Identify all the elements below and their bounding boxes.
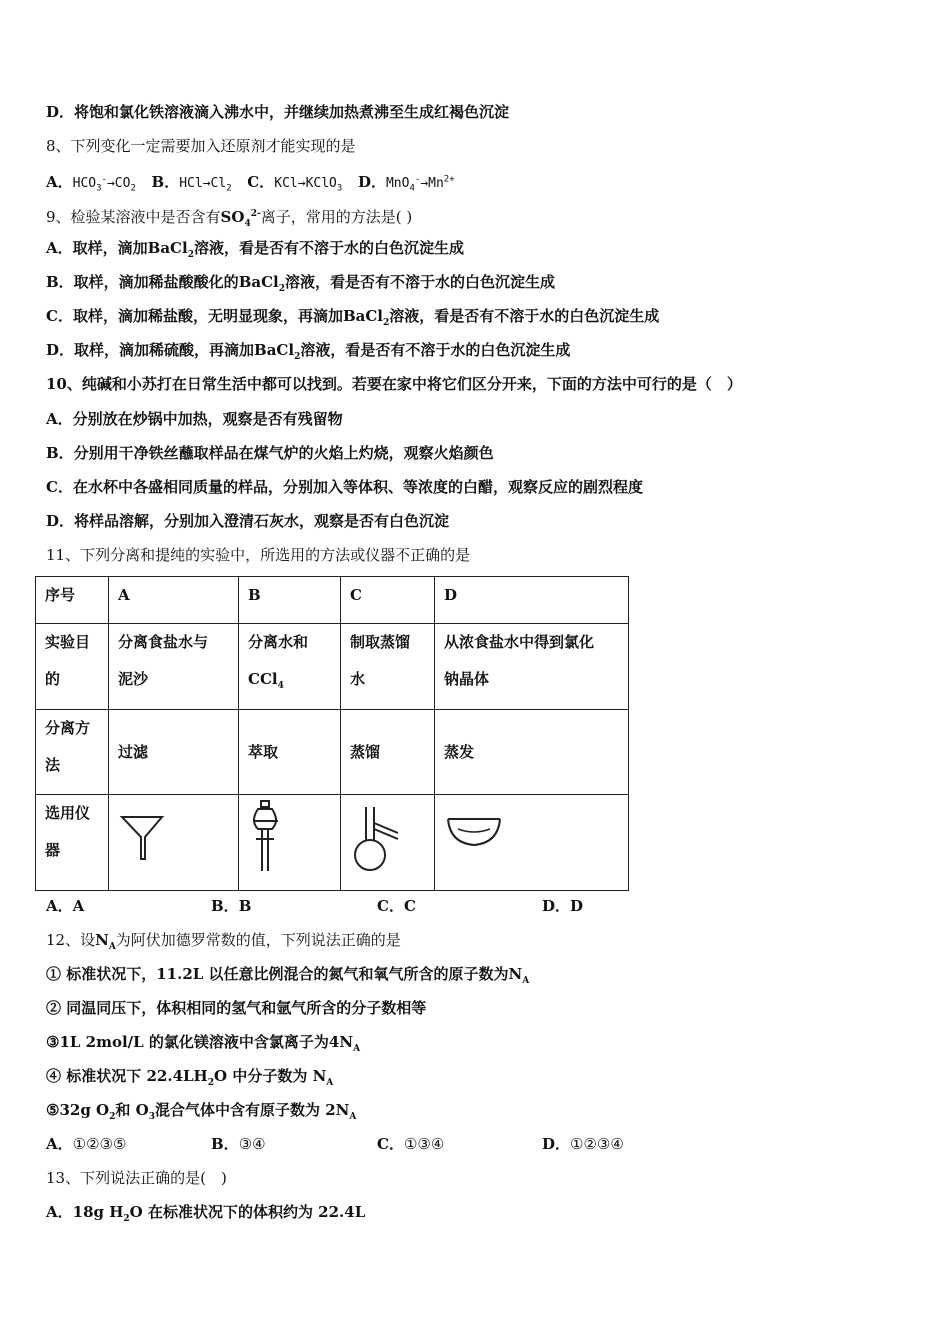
q11-stem: 11、下列分离和提纯的实验中，所选用的方法或仪器不正确的是 bbox=[46, 546, 471, 564]
q8-option-c: C．KCl→KClO$_3$ bbox=[247, 173, 343, 194]
q12-statement-5: ⑤32g $O_2$和 $O_3$混合气体中含有原子数为 $2N_A$ bbox=[46, 1101, 357, 1122]
q13-option-a: A．18g $H_2O$ 在标准状况下的体积约为 22.4L bbox=[46, 1203, 366, 1224]
q12-option-a: A．①②③⑤ bbox=[46, 1135, 127, 1153]
q13-stem: 13、下列说法正确的是( ) bbox=[46, 1169, 227, 1187]
funnel-icon bbox=[118, 809, 168, 869]
table-cell bbox=[435, 795, 629, 891]
q12-statement-2: ② 同温同压下，体积相同的氢气和氩气所含的分子数相等 bbox=[46, 999, 427, 1017]
q9-option-a: A．取样，滴加BaCl$_2$溶液，看是否有不溶于水的白色沉淀生成 bbox=[46, 239, 464, 260]
table-row-method bbox=[36, 710, 629, 795]
q8-option-d: D．$MnO_4^-\to Mn^{2+}$ bbox=[357, 173, 455, 194]
separatory-funnel-icon bbox=[248, 799, 288, 879]
q10-option-a: A．分别放在炒锅中加热，观察是否有残留物 bbox=[46, 410, 343, 428]
table-cell bbox=[239, 795, 341, 891]
table-cell: 制取蒸馏 水 bbox=[341, 624, 435, 710]
q9-option-d: D．取样，滴加稀硫酸，再滴加BaCl$_2$溶液，看是否有不溶于水的白色沉淀生成 bbox=[46, 341, 571, 362]
separation-table bbox=[35, 576, 629, 891]
q10-option-c: C．在水杯中各盛相同质量的样品，分别加入等体积、等浓度的白醋，观察反应的剧烈程度 bbox=[46, 478, 643, 496]
q9-stem: 9、检验某溶液中是否含有$SO_4^{2-}$离子，常用的方法是( ) bbox=[46, 208, 413, 229]
q10-stem: 10、纯碱和小苏打在日常生活中都可以找到。若要在家中将它们区分开来，下面的方法中可行的是（ ） bbox=[46, 375, 742, 393]
evaporating-dish-icon bbox=[444, 809, 504, 853]
q8-option-a: A．$HCO_3^-\to CO_2$ bbox=[46, 173, 136, 194]
q8-stem: 8、下列变化一定需要加入还原剂才能实现的是 bbox=[46, 137, 356, 155]
q12-statement-3: ③1L 2mol/L 的氯化镁溶液中含氯离子为$4N_A$ bbox=[46, 1033, 361, 1054]
q11-option-d: D．D bbox=[542, 897, 584, 915]
q12-statement-1: ① 标准状况下，11.2L 以任意比例混合的氮气和氧气所含的原子数为$N_A$ bbox=[46, 965, 530, 986]
table-cell: 蒸发 bbox=[435, 710, 629, 795]
table-cell: 选用仪 器 bbox=[36, 795, 109, 891]
q10-option-b: B．分别用干净铁丝蘸取样品在煤气炉的火焰上灼烧，观察火焰颜色 bbox=[46, 444, 494, 462]
q12-option-d: D．①②③④ bbox=[542, 1135, 624, 1153]
q11-option-a: A．A bbox=[46, 897, 85, 915]
q11-option-b: B．B bbox=[211, 897, 252, 915]
table-cell bbox=[109, 795, 239, 891]
table-row-purpose bbox=[36, 624, 629, 710]
q11-option-c: C．C bbox=[377, 897, 416, 915]
q8-options bbox=[46, 170, 455, 199]
q12-stem: 12、设$N_A$为阿伏加德罗常数的值，下列说法正确的是 bbox=[46, 931, 401, 952]
distillation-flask-icon bbox=[350, 803, 406, 875]
q8-option-b: B．$HCl\to Cl_2$ bbox=[151, 173, 232, 194]
table-cell: 过滤 bbox=[109, 710, 239, 795]
table-row-header bbox=[36, 577, 629, 624]
q12-option-b: B．③④ bbox=[211, 1135, 266, 1153]
table-cell: B bbox=[239, 577, 341, 624]
q7-option-d: D．将饱和氯化铁溶液滴入沸水中，并继续加热煮沸至生成红褐色沉淀 bbox=[46, 103, 510, 121]
table-cell: 萃取 bbox=[239, 710, 341, 795]
table-row-apparatus bbox=[36, 795, 629, 891]
table-cell: 从浓食盐水中得到氯化 钠晶体 bbox=[435, 624, 629, 710]
table-cell: 蒸馏 bbox=[341, 710, 435, 795]
table-cell: 序号 bbox=[36, 577, 109, 624]
table-cell bbox=[341, 795, 435, 891]
table-cell: A bbox=[109, 577, 239, 624]
table-cell: 分离食盐水与 泥沙 bbox=[109, 624, 239, 710]
table-cell: 分离水和 CCl$_4$ bbox=[239, 624, 341, 710]
q9-option-c: C．取样，滴加稀盐酸，无明显现象，再滴加BaCl$_2$溶液，看是否有不溶于水的白色沉淀生成 bbox=[46, 307, 660, 328]
q9-option-b: B．取样，滴加稀盐酸酸化的BaCl$_2$溶液，看是否有不溶于水的白色沉淀生成 bbox=[46, 273, 556, 294]
table-cell: 分离方 法 bbox=[36, 710, 109, 795]
q10-option-d: D．将样品溶解，分别加入澄清石灰水，观察是否有白色沉淀 bbox=[46, 512, 450, 530]
table-cell: 实验目 的 bbox=[36, 624, 109, 710]
q12-option-c: C．①③④ bbox=[377, 1135, 445, 1153]
q12-statement-4: ④ 标准状况下 $22.4LH_2O$ 中分子数为 $N_A$ bbox=[46, 1067, 334, 1088]
table-cell: C bbox=[341, 577, 435, 624]
table-cell: D bbox=[435, 577, 629, 624]
